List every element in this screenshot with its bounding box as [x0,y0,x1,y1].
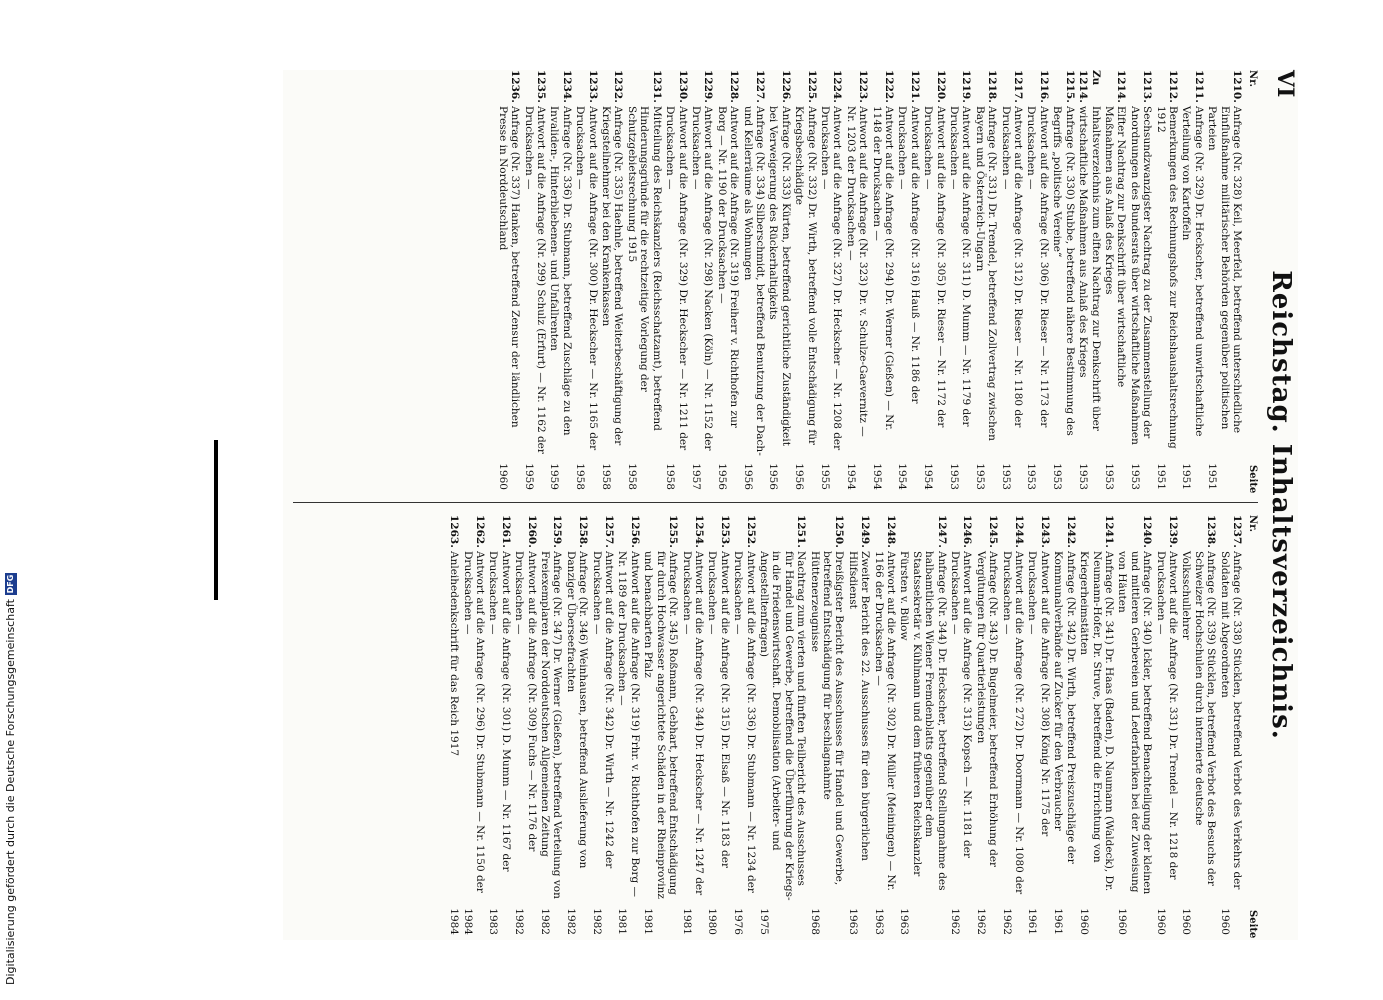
index-entry [808,515,845,935]
entry-page: 1954 [896,463,909,490]
entry-text: Antwort auf die Anfrage (Nr. 319) Frhr. v. Richthofen zur Borg — Nr. 1189 der Drucksachen — [616,551,641,898]
entry-text: Mitteilung des Reichskanzlers (Reichsschatzamt), betreffend Hinderungsgründe für die rechtzeitige Vorlegung der Schutzgebietsrechnung 1915 [625,106,663,431]
entry-number: 1242. [1064,515,1077,548]
index-entry [1218,515,1243,935]
entry-number: Zu 1214. [1077,70,1102,103]
entry-text: Antwort auf die Anfrage (Nr. 313) Kopsch — Nr. 1181 der Drucksachen — [949,551,974,858]
entry-page: 1975 [757,908,770,935]
entry-number: 1236. [509,70,522,103]
entry-number: 1251. [795,515,808,548]
index-entry [1154,70,1179,490]
index-entry [1154,515,1179,935]
entry-text: Antwort auf die Anfrage (Nr. 309) Fuchs — Nr. 1176 der Drucksachen — [513,551,538,852]
entry-text: Antwort auf die Anfrage (Nr. 331) Dr. Trendel — Nr. 1218 der Drucksachen — [1154,551,1179,880]
entry-text: Bemerkungen des Rechnungshofs zur Reichshaushaltsrechnung 1912 [1154,106,1179,449]
index-entry [642,515,679,935]
index-entry [758,515,808,935]
entry-number: 1262. [474,515,487,548]
entry-number: 1229. [702,70,715,103]
index-entry [706,515,731,935]
entry-text: Sechsundzwanzigster Nachtrag zu der Zusammenstellung der Anordnungen des Bundesrats über wirtschaftliche Maßnahmen [1128,106,1154,445]
binding-mark [214,440,218,600]
index-entry [496,70,521,490]
entry-text: Anfrage (Nr. 330) Stubbe, betreffend nähere Bestimmung des Begriffs „politische Vereine“ [1051,106,1076,436]
index-entry [1206,70,1243,490]
entry-page: 1956 [793,463,806,490]
entry-page: 1981 [616,908,629,935]
entry-page: 1961 [1052,908,1065,935]
entry-number: 1246. [961,515,974,548]
entry-text: Antwort auf die Anfrage (Nr. 294) Dr. Werner (Gießen) — Nr. 1148 der Drucksachen — [870,106,896,431]
entry-page: 1953 [1025,463,1038,490]
entry-text: Antwort auf die Anfrage (Nr. 329) Dr. Heckscher — Nr. 1211 der Drucksachen — [664,106,689,451]
index-entry [487,515,512,935]
entry-text: Dreißigster Bericht des Ausschusses für Handel und Gewerbe, betreffend Entschädigung für beschlagnahmte Hüttenerzeugnisse [808,551,846,886]
entry-text: Anfrage (Nr. 331) Dr. Trendel, betreffend Zollvertrag zwischen Bayern und Österreich-Ungarn [973,106,999,441]
entry-page: 1962 [949,908,962,935]
dfg-logo: DFG [5,574,15,594]
entry-page: 1976 [732,908,745,935]
index-entry [949,515,974,935]
index-entry [522,70,547,490]
index-entry [1180,70,1205,490]
index-entry [616,515,641,935]
entry-number: 1234. [560,70,573,103]
entry-text: Antwort auf die Anfrage (Nr. 300) Dr. Heckscher — Nr. 1165 der Drucksachen — [574,106,599,451]
entry-number: 1224. [831,70,844,103]
index-entry [872,515,897,935]
entry-number: 1233. [586,70,599,103]
entry-number: 1232. [612,70,625,103]
entry-page: 1982 [590,908,603,935]
entry-number: 1226. [779,70,792,103]
left-seite-header: Seite [1247,465,1258,494]
entry-number: 1218. [986,70,999,103]
entry-number: 1211. [1192,70,1205,103]
page-title: Reichstag. Inhaltsverzeichnis. [1266,270,1296,740]
entry-number: 1245. [987,515,1000,548]
entry-number: 1221. [908,70,921,103]
entry-text: Anfrage (Nr. 340) Ickler, betreffend Benachteiligung der kleinen und mittleren Gerbereien und Lederfabriken bei der Zuweisung von Häuten [1116,551,1154,895]
entry-text: Antwort auf die Anfrage (Nr. 315) Dr. Elsaß — Nr. 1183 der Drucksachen — [706,551,731,868]
entry-text: Antwort auf die Anfrage (Nr. 305) Dr. Rieser — Nr. 1172 der Drucksachen — [922,106,947,428]
entry-page: 1955 [819,463,831,490]
index-entry [846,515,871,935]
entry-text: Antwort auf die Anfrage (Nr. 336) Dr. Stubmann — Nr. 1234 der Drucksachen — [732,551,757,893]
entry-text: Anfrage (Nr. 336) Dr. Stubmann, betreffend Zuschläge zu den Invaliden-, Hinterbliebenen- und Unfallrenten [548,106,573,436]
index-entry [590,515,615,935]
index-entry [999,70,1024,490]
entry-text: Anfrage (Nr. 347) Dr. Werner (Gießen), betreffend Verteilung von Freiexemplaren der Norddeutschen Allgemeinen Zeitung [539,551,564,899]
entry-page: 1954 [844,463,857,490]
entry-text: Anfrage (Nr. 346) Weinhausen, betreffend Auslieferung von Danziger Überseefrachten [564,551,590,869]
entry-page: 1951 [1206,463,1219,490]
index-entry [922,70,947,490]
entry-number: 1252. [744,515,757,548]
index-entry [564,515,589,935]
entry-number: 1248. [885,515,898,548]
right-column [293,515,1243,935]
entry-text: Anfrage (Nr. 337) Hanken, betreffend Zensur der ländlichen Presse in Norddeutschland [496,106,522,428]
entry-page: 1956 [741,463,754,490]
entry-page: 1957 [689,463,702,490]
entry-number: 1223. [857,70,870,103]
entry-number: 1247. [935,515,948,548]
entry-page: 1958 [574,463,587,490]
entry-number: 1220. [934,70,947,103]
index-entry [898,515,948,935]
entry-number: 1256. [628,515,641,548]
entry-text: Zweiter Bericht des 22. Ausschusses für den bürgerlichen Hilfsdienst [846,551,872,861]
entry-page: 1963 [898,908,911,935]
entry-number: 1225. [805,70,818,103]
entry-page: 1954 [870,463,883,490]
entry-page: 1962 [974,908,987,935]
entry-page: 1951 [1154,463,1167,490]
entry-number: 1255. [667,515,680,548]
entry-page: 1958 [625,463,638,490]
entry-text: Antwort auf die Anfrage (Nr. 296) Dr. Stubmann — Nr. 1150 der Drucksachen — [461,551,487,893]
entry-page: 1959 [548,463,561,490]
entry-text: Anfrage (Nr. 333) Kürten, betreffend gerichtliche Zuständigkeit bei Verweigerung des Rückerhaltigkeits [767,106,792,446]
right-nr-header: Nr. [1247,515,1258,532]
index-entry [574,70,599,490]
entry-text: Anfrage (Nr. 338) Stücklen, betreffend Verbot des Verkehrs der Soldaten mit Abgeordneten [1218,551,1243,890]
entry-page: 1956 [715,463,728,490]
entry-number: 1259. [551,515,564,548]
entry-number: 1210. [1231,70,1243,103]
entry-number: 1244. [1013,515,1026,548]
entry-page: 1953 [999,463,1012,490]
entry-page: 1963 [872,908,885,935]
left-column [293,70,1243,490]
entry-number: 1237. [1231,515,1243,548]
entry-page: 1956 [767,463,780,490]
entry-text: Inhaltsverzeichnis zum elften Nachtrag zur Denkschrift über wirtschaftliche Maßnahmen aus Anlaß des Krieges [1077,106,1102,431]
entry-text: Antwort auf die Anfrage (Nr. 342) Dr. Wirth — Nr. 1242 der Drucksachen — [590,551,616,869]
entry-number: 1219. [960,70,973,103]
index-entry [1103,70,1128,490]
index-entry [664,70,689,490]
entry-number: 1235. [535,70,548,103]
entry-page: 1953 [1102,463,1115,490]
entry-page: 1983 [487,908,500,935]
column-divider [293,502,1258,503]
index-entry [948,70,973,490]
entry-text: Antwort auf die Anfrage (Nr. 308) König Nr. 1175 der Drucksachen — [1026,551,1051,837]
entry-text: Anfrage (Nr. 343) Dr. Bugelmeier, betreffend Erhöhung der Vergütungen für Quartierleistungen [974,551,1000,868]
entry-page: 1981 [680,908,693,935]
index-entry [600,70,625,490]
entry-page: 1951 [1180,463,1193,490]
entry-number: 1243. [1038,515,1051,548]
index-entry [870,70,895,490]
index-entry [1078,515,1115,935]
entry-page: 1968 [808,908,821,935]
entry-text: Anfrage (Nr. 342) Dr. Wirth, betreffend Preiszuschläge der Kommunalverbände auf Zucker für den Verbraucher [1052,551,1077,864]
entry-number: 1258. [577,515,590,548]
entry-text: Antwort auf die Anfrage (Nr. 301) D. Mumm — Nr. 1167 der Drucksachen — [487,551,512,872]
entry-text: Anfrage (Nr. 339) Stücklen, betreffend Verbot des Besuchs der Schweizer Hochschulen durch internierte deutsche Volksschullehrer [1180,551,1218,886]
entry-number: 1257. [603,515,616,548]
index-entry [1077,70,1102,490]
entry-number: 1261. [499,515,512,548]
index-entry [973,70,998,490]
entry-number: 1214. [1115,70,1128,103]
entry-number: 1239. [1166,515,1179,548]
entry-page: 1958 [600,463,613,490]
rotated-document-page [283,70,1298,940]
index-entry [461,515,486,935]
entry-page: 1958 [664,463,677,490]
index-entry [1051,70,1076,490]
index-entry [732,515,757,935]
left-nr-header: Nr. [1247,70,1258,87]
entry-page: 1953 [1077,463,1090,490]
index-entry [626,70,663,490]
entry-number: 1227. [753,70,766,103]
entry-text: Elfter Nachtrag zur Denkschrift über wirtschaftliche Maßnahmen aus Anlaß des Krieges [1102,106,1128,388]
entry-text: Antwort auf die Anfrage (Nr. 298) Nacken (Köln) — Nr. 1152 der Drucksachen — [689,106,715,451]
right-seite-header: Seite [1247,910,1258,939]
entry-page: 1960 [496,463,509,490]
entry-text: Antwort auf die Anfrage (Nr. 327) Dr. Heckscher — Nr. 1208 der Drucksachen — [819,106,844,451]
entry-number: 1216. [1037,70,1050,103]
entry-number: 1240. [1141,515,1154,548]
entry-text: Antwort auf die Anfrage (Nr. 311) D. Mumm — Nr. 1179 der Drucksachen — [948,106,973,427]
index-entry [1116,515,1153,935]
entry-page: 1953 [973,463,986,490]
digitization-credit [4,573,17,985]
page-header [1258,70,1298,940]
entry-text: Antwort auf die Anfrage (Nr. 306) Dr. Rieser — Nr. 1173 der Drucksachen — [1025,106,1050,428]
page-numeral: VI [1272,70,1298,98]
entry-number: 1212. [1166,70,1179,103]
entry-number: 1217. [1012,70,1025,103]
entry-page: 1962 [1000,908,1013,935]
entry-page: 1980 [706,908,719,935]
entry-number: 1238. [1205,515,1218,548]
entry-text: Antwort auf die Anfrage (Nr. 316) Hauß — Nr. 1186 der Drucksachen — [896,106,921,404]
entry-page: 1982 [564,908,577,935]
entry-number: 1222. [883,70,896,103]
index-entry [715,70,740,490]
index-entry [539,515,564,935]
index-entry [1180,515,1217,935]
entry-text: Antwort auf die Anfrage (Nr. 272) Dr. Doormann — Nr. 1080 der Drucksachen — [1000,551,1026,895]
index-entry [767,70,792,490]
entry-text: Anfrage (Nr. 345) Roßmann, Gebhart, betreffend Entschädigung für durch Hochwasser angerichtete Schäden in der Rheinprovinz und benachbarten Pfalz [642,551,680,899]
index-entry [690,70,715,490]
entry-page: 1953 [948,463,961,490]
entry-number: 1215. [1063,70,1076,103]
entry-page: 1984 [461,908,474,935]
entry-number: 1253. [718,515,731,548]
index-entry [448,515,460,935]
entry-text: Antwort auf die Anfrage (Nr. 323) Dr. v. Schulze-Gaevernitz — Nr. 1203 der Drucksachen — [844,106,870,437]
entry-text: Antwort auf die Anfrage (Nr. 319) Freiherr v. Richthofen zur Borg — Nr. 1190 der Drucksachen — [715,106,741,428]
entry-number: 1213. [1141,70,1154,103]
entry-number: 1249. [859,515,872,548]
index-entry [741,70,766,490]
entry-text: Anfrage (Nr. 328) Keil, Meerfeld, betreffend unterschiedliche Einflußnahme militärischer Behörden gegenüber politischen Parteien [1206,106,1243,434]
entry-text: Antwort auf die Anfrage (Nr. 299) Schulz (Erfurt) — Nr. 1162 der Drucksachen — [522,106,548,454]
entry-number: 1250. [833,515,846,548]
entry-text: Antwort auf die Anfrage (Nr. 312) Dr. Rieser — Nr. 1180 der Drucksachen — [999,106,1025,428]
entry-page: 1960 [1154,908,1167,935]
index-entry [548,70,573,490]
entry-page: 1961 [1026,908,1039,935]
index-entry [1000,515,1025,935]
index-entry [1052,515,1077,935]
entry-number: 1230. [676,70,689,103]
entry-page: 1960 [1116,908,1129,935]
index-entry [513,515,538,935]
entry-number: 1241. [1102,515,1115,548]
index-entry [1026,515,1051,935]
entry-number: 1263. [448,515,461,548]
entry-page: 1959 [522,463,535,490]
index-entry [974,515,999,935]
entry-page: 1984 [448,908,461,935]
entry-page: 1960 [1078,908,1091,935]
entry-page: 1981 [642,908,655,935]
entry-text: Antwort auf die Anfrage (Nr. 344) Dr. Heckscher — Nr. 1247 der Drucksachen — [680,551,705,896]
entry-number: 1228. [728,70,741,103]
entry-number: 1254. [692,515,705,548]
entry-page: 1982 [539,908,552,935]
entry-page: 1982 [513,908,526,935]
index-entry [1128,70,1153,490]
credit-text: Digitalisierung gefördert durch die Deutsche Forschungsgemeinschaft [4,599,17,985]
index-entry [844,70,869,490]
entry-text: Anfrage (Nr. 335) Haehnle, betreffend Weiterbeschäftigung der Kriegsteilnehmer bei den Krankenkassen [600,106,625,446]
entry-number: 1260. [525,515,538,548]
entry-text: Anfrage (Nr. 329) Dr. Heckscher, betreffend unwirtschaftliche Verteilung von Kartoffeln [1180,106,1205,437]
entry-page: 1954 [922,463,935,490]
entry-text: Anfrage (Nr. 332) Dr. Wirth, betreffend volle Entschädigung für Kriegsbeschädigte [793,106,818,446]
entry-page: 1960 [1180,908,1193,935]
entry-text: Nachtrag zum vierten und fünften Teilbericht des Ausschusses für Handel und Gewerbe, betreffend die Überführung der Kriegs- in die Friedenswirtschaft. Demobilisation (Arbeiter- und Angestelltenfragen) [757,551,808,901]
entry-text: Anleihedenkschrift für das Reich 1917 [448,551,461,757]
entry-page: 1953 [1128,463,1141,490]
index-entry [896,70,921,490]
entry-text: Anfrage (Nr. 334) Silberschmidt, betreffend Benutzung der Dach- und Kellerräume als Wohnungen [741,106,766,456]
entry-text: Anfrage (Nr. 341) Dr. Haas (Baden), D. Naumann (Waldeck), Dr. Neumann-Hofer, Dr. Struve, betreffend die Errichtung von Kriegerheimstätten [1078,551,1115,892]
index-entry [819,70,844,490]
entry-number: 1231. [650,70,663,103]
entry-text: Antwort auf die Anfrage (Nr. 302) Dr. Müller (Meiningen) — Nr. 1166 der Drucksachen — [872,551,898,891]
index-entry [680,515,705,935]
entry-page: 1963 [846,908,859,935]
entry-page: 1953 [1051,463,1064,490]
entry-page: 1960 [1218,908,1231,935]
index-entry [793,70,818,490]
entry-text: Anfrage (Nr. 344) Dr. Heckscher, betreffend Stellungnahme des halbamtlichen Wiener Fremdenblatts gegenüber dem Staatssekretär v. Kühlmann und dem früheren Reichskanzler Fürsten v. Bülow [898,551,948,891]
index-entry [1025,70,1050,490]
